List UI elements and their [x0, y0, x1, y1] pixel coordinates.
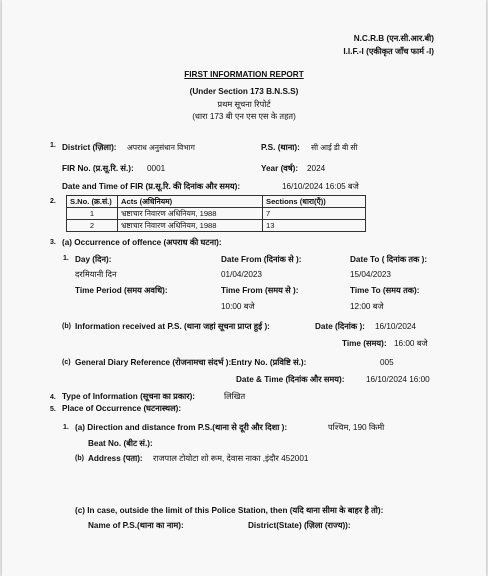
col-acts: Acts (अधिनियम) — [118, 196, 263, 208]
date-to-value: 15/04/2023 — [350, 270, 391, 279]
year-label: Year (वर्ष): — [261, 164, 299, 173]
s3-number: 3. — [50, 239, 56, 246]
occurrence-label: (a) Occurrence of offence (अपराध की घटना): — [62, 238, 222, 247]
date-from-label: Date From (दिनांक से ): — [221, 255, 302, 264]
day-label: Day (दिन): — [75, 255, 112, 264]
direction-value: पश्चिम, 190 किमी — [328, 423, 385, 432]
hindi-section: (धारा 173 बी एन एस एस के तहत) — [192, 112, 296, 121]
s1-number: 1. — [50, 142, 56, 149]
address-value: राजपाल टोयोटा शो रूम, देवास नाका ,इंदौर 452001 — [153, 454, 309, 463]
row-section: 7 — [263, 208, 366, 220]
fir-datetime-value: 16/10/2024 16:05 बजे — [282, 182, 359, 191]
time-period-label: Time Period (समय अवधि): — [75, 286, 168, 295]
report-title: FIRST INFORMATION REPORT — [184, 70, 304, 79]
info-received-label: Information received at P.S. (थाना जहां सूचना प्राप्त हुई ): — [75, 322, 270, 331]
row-act: भ्रष्टाचार निवारण अधिनियम, 1988 — [118, 220, 263, 232]
time-from-label: Time From (समय से ): — [221, 286, 299, 295]
direction-label: (a) Direction and distance from P.S.(थाना से दूरी और दिशा ): — [75, 423, 288, 432]
info-time-value: 16:00 बजे — [394, 339, 428, 348]
gd-datetime-label: Date & Time (दिनांक और समय): — [236, 375, 345, 384]
table-row — [67, 220, 366, 232]
col-sections: Sections (धारा(एँ)) — [263, 196, 366, 208]
info-date-value: 16/10/2024 — [375, 322, 416, 331]
under-section: (Under Section 173 B.N.S.S) — [189, 87, 299, 96]
beat-label: Beat No. (बीट सं.): — [88, 439, 153, 448]
date-to-label: Date To ( दिनांक तक ): — [350, 255, 428, 264]
info-type-value: लिखित — [224, 392, 246, 401]
direction-number: 1. — [63, 424, 69, 431]
address-label: Address (पता): — [88, 454, 143, 463]
gd-prefix: (c) — [62, 359, 71, 366]
year-value: 2024 — [307, 164, 326, 173]
fir-document — [2, 0, 486, 576]
district-value: अपराध अनुसंधान विभाग — [127, 143, 195, 152]
address-prefix: (b) — [75, 455, 84, 462]
time-from-value: 10:00 बजे — [221, 302, 255, 311]
ncrb-label: N.C.R.B (एन.सी.आर.बी) — [353, 34, 434, 43]
row-act: भ्रष्टाचार निवारण अधिनियम, 1988 — [118, 208, 263, 220]
date-from-value: 01/04/2023 — [221, 270, 262, 279]
ps-label: P.S. (थाना): — [261, 143, 300, 152]
gd-entry-value: 005 — [380, 358, 394, 367]
gd-datetime-value: 16/10/2024 16:00 — [366, 375, 430, 384]
info-date-label: Date (दिनांक ): — [315, 322, 365, 331]
s5-number: 5. — [50, 406, 56, 413]
form-id: I.I.F.-I (एकीकृत जाँच फार्म -I) — [343, 47, 434, 56]
col-sno: S.No. (क्र.सं.) — [67, 196, 118, 208]
place-label: Place of Occurrence (घटनास्थल): — [62, 404, 182, 413]
table-row — [67, 208, 366, 220]
day-value: दरमियानी दिन — [75, 270, 117, 279]
fir-value: 0001 — [147, 164, 166, 173]
acts-table-header — [67, 196, 366, 208]
ps-value: सी आई डी बी सी — [311, 143, 358, 152]
s2-number: 2. — [50, 198, 56, 205]
info-time-label: Time (समय): — [342, 339, 387, 348]
row-section: 13 — [263, 220, 366, 232]
outside-district-label: District(State) (ज़िला (राज्य)): — [248, 521, 351, 530]
time-to-label: Time To (समय तक): — [350, 286, 420, 295]
row-sno: 1 — [67, 208, 118, 220]
hindi-title: प्रथम सूचना रिपोर्ट — [217, 100, 271, 109]
day-number: 1. — [63, 255, 69, 262]
outside-ps-name-label: Name of P.S.(थाना का नाम): — [88, 521, 184, 530]
acts-table — [66, 195, 366, 232]
fir-datetime-label: Date and Time of FIR (प्र.सू.रि. की दिनांक और समय): — [62, 182, 241, 191]
info-type-label: Type of Information (सूचना का प्रकार): — [62, 392, 196, 401]
s4-number: 4. — [50, 394, 56, 401]
time-to-value: 12:00 बजे — [350, 302, 384, 311]
fir-label: FIR No. (प्र.सू.रि. सं.): — [62, 164, 134, 173]
gd-label: General Diary Reference (रोजनामचा संदर्भ ):Entry No. (प्रविष्टि सं.): — [75, 358, 307, 367]
row-sno: 2 — [67, 220, 118, 232]
info-received-prefix: (b) — [62, 323, 71, 330]
district-label: District (ज़िला): — [62, 143, 117, 152]
outside-limit-label: (c) In case, outside the limit of this Police Station, then (यदि थाना सीमा के बाहर है तो): — [75, 506, 384, 515]
